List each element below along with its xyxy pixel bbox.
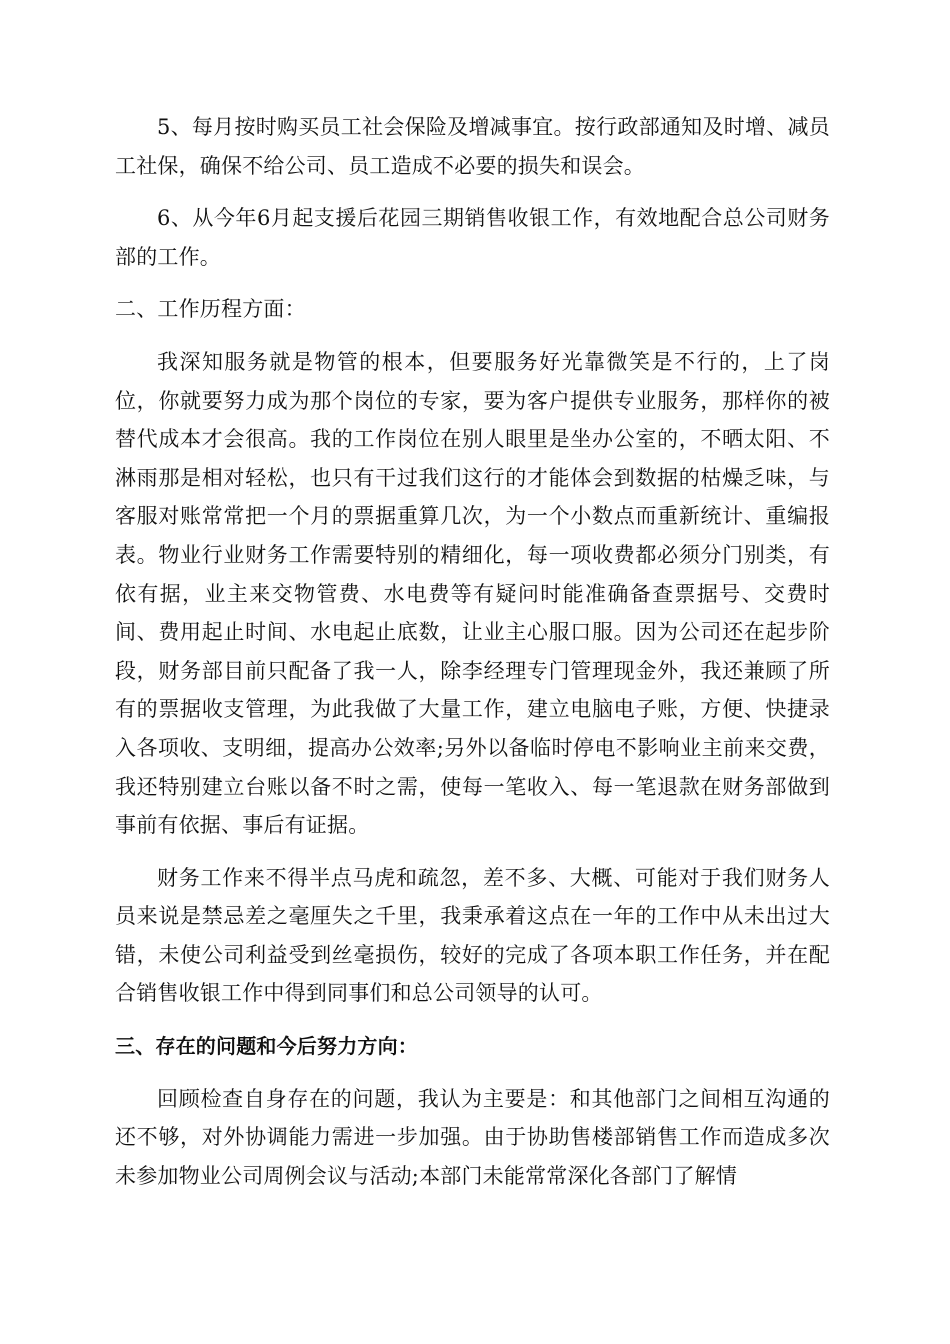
document-body <box>115 108 830 1209</box>
paragraph-finance-diligence: 财务工作来不得半点马虎和疏忽，差不多、大概、可能对于我们财务人员来说是禁忌差之毫厘失之千里，我秉承着这点在一年的工作中从未出过大错，未使公司利益受到丝毫损伤，较好的完成了各项本职工作任务，并在配合销售收银工作中得到同事们和总公司领导的认可。 <box>115 865 830 1006</box>
section-heading-work-history: 二、工作历程方面： <box>115 297 306 322</box>
paragraph-service-philosophy: 我深知服务就是物管的根本，但要服务好光靠微笑是不行的，上了岗位，你就要努力成为那个岗位的专家，要为客户提供专业服务，那样你的被替代成本才会很高。我的工作岗位在别人眼里是坐办公室的，不晒太阳、不淋雨那是相对轻松，也只有干过我们这行的才能体会到数据的枯燥乏味，与客服对账常常把一个月的票据重算几次，为一个小数点而重新统计、重编报表。物业行业财务工作需要特别的精细化，每一项收费都必须分门别类，有依有据，业主来交物管费、水电费等有疑问时能准确备查票据号、交费时间、费用起止时间、水电起止底数，让业主心服口服。因为公司还在起步阶段，财务部目前只配备了我一人，除李经理专门管理现金外，我还兼顾了所有的票据收支管理，为此我做了大量工作，建立电脑电子账，方便、快捷录入各项收、支明细，提高办公效率;另外以备临时停电不影响业主前来交费，我还特别建立台账以备不时之需，使每一笔收入、每一笔退款在财务部做到事前有依据、事后有证据。 <box>115 349 830 838</box>
paragraph-self-review: 回顾检查自身存在的问题，我认为主要是：和其他部门之间相互沟通的还不够，对外协调能力需进一步加强。由于协助售楼部销售工作而造成多次未参加物业公司周例会议与活动;本部门未能常常深化各部门了解情 <box>115 1086 830 1188</box>
section-heading-problems-direction: 三、存在的问题和今后努力方向： <box>115 1034 418 1059</box>
paragraph-sales-cashier-support: 6、从今年6月起支援后花园三期销售收银工作，有效地配合总公司财务部的工作。 <box>115 206 830 269</box>
paragraph-social-insurance: 5、每月按时购买员工社会保险及增减事宜。按行政部通知及时增、减员工社保，确保不给公司、员工造成不必要的损失和误会。 <box>115 115 830 178</box>
